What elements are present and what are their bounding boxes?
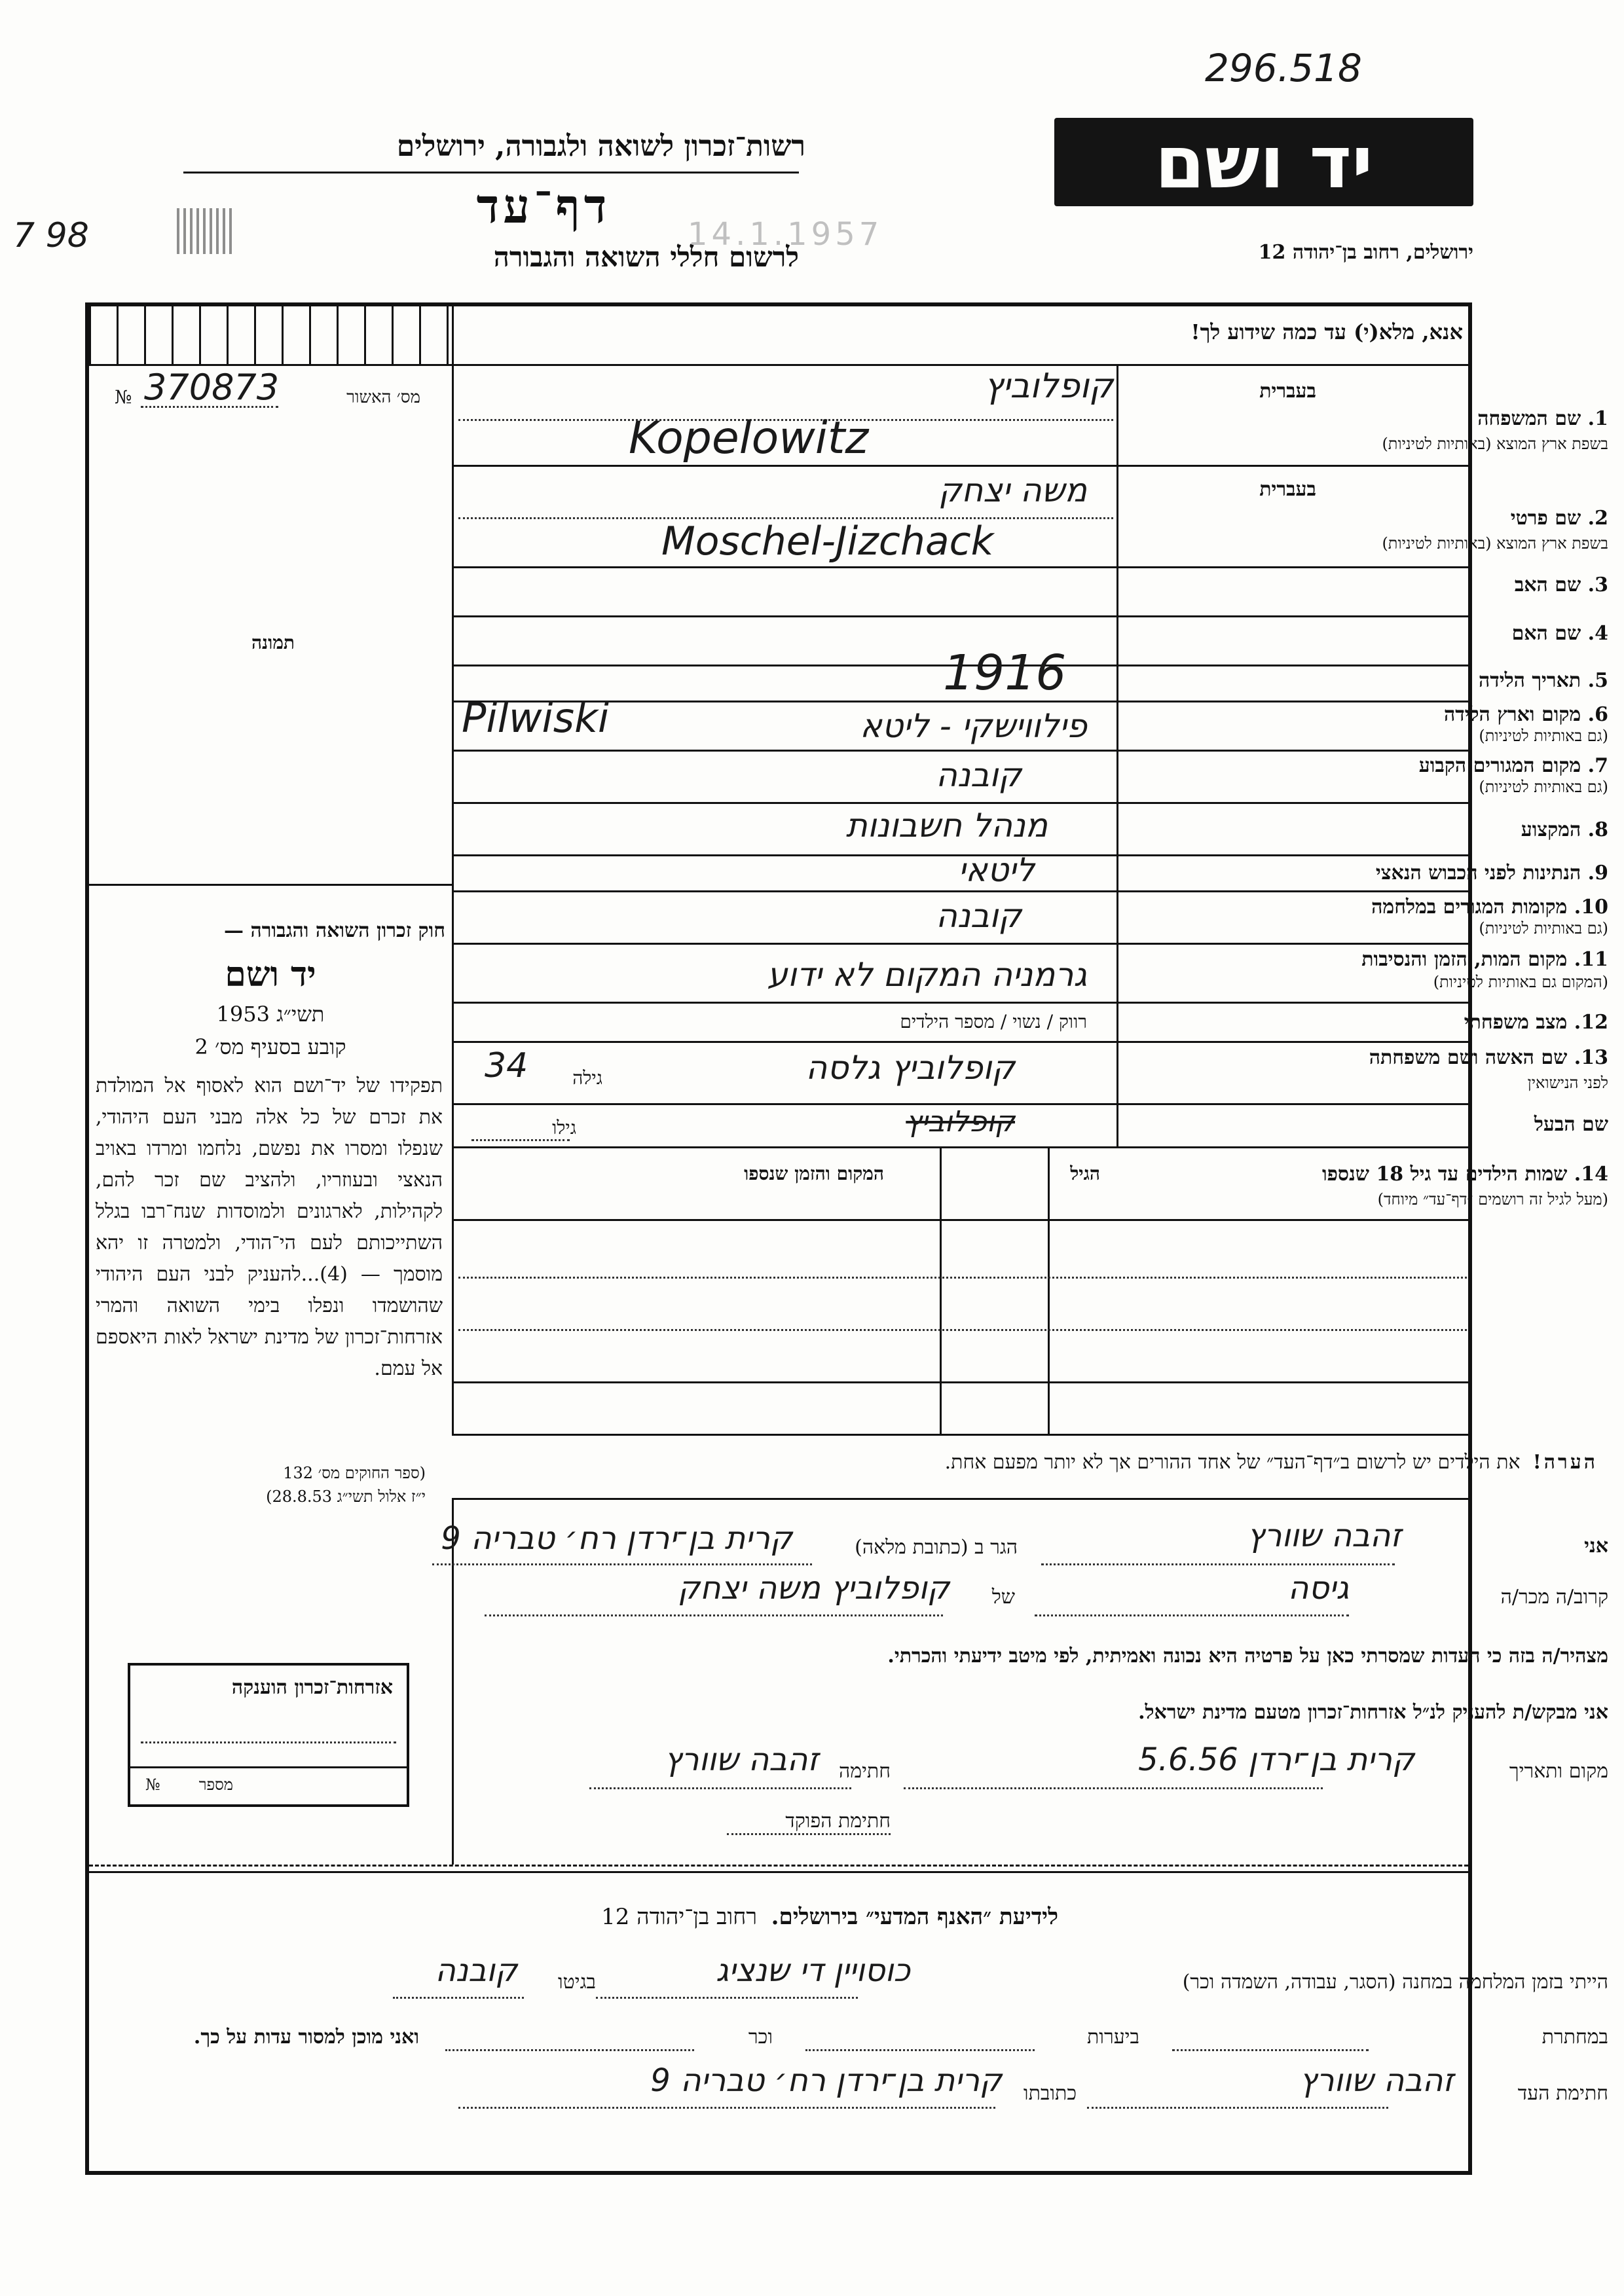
row-rule-6 [452,750,1469,752]
hebrew-column-divider [1116,364,1118,1146]
field-5-num: 5. [1587,669,1608,692]
date-stamp: 14.1.1957 [688,216,883,253]
field-9-num: 9. [1587,862,1608,884]
info-camp-dotline [596,1997,858,1999]
field-10-num: 10. [1574,896,1608,919]
field-7-sub: (גם באותיות לטיניות) [1479,778,1608,796]
law-year: תשי״ג 1953 [216,1002,325,1027]
field-13-name: שם האשה ושם משפחתה [1369,1046,1568,1069]
citizenship-rule [130,1766,407,1768]
children-note [945,1451,1598,1474]
field-6-value-he[interactable]: פילווישקי - ליטא [860,707,1087,745]
info-witness-address[interactable]: קרית בן־ירדן רח׳ טבריה 9 [650,2062,1002,2099]
approval-underline [141,406,278,408]
field-4-num: 4. [1587,622,1608,645]
field-5-name: תאריך הלידה [1479,669,1581,692]
field-12-name: מצב משפחתי [1464,1011,1568,1034]
info-line2-end: ואני מוכן למסור עדות על כך. [193,2026,419,2049]
field-7-num: 7. [1587,754,1608,777]
field-11-sub: (המקום גם באותיות לטיניות) [1433,973,1608,991]
info-etc-label: וכר [748,2026,773,2049]
children-bottom-rule [452,1434,1469,1436]
field-6-sub: (גם באותיות לטיניות) [1479,727,1608,745]
children-divider-2 [940,1146,942,1434]
margin-note: 7 98 [13,216,89,255]
decl-statement: מצהיר/ה בזה כי העדות שמסרתי כאן על פרטיה היא נכונה ואמיתית, לפי מיטב ידיעתי והכרתי. [887,1645,1608,1667]
children-title [1322,1163,1608,1186]
field-3-num: 3. [1587,574,1608,596]
children-note-text: את הילדים יש לרשום ב״דף־העד״ של אחד ההורים אך לא יותר מפעם אחת. [944,1451,1521,1474]
field-2-hebrew-tag: בעברית [1259,478,1316,501]
approval-prefix: № [115,386,132,408]
approval-label: מס׳ האשור [346,388,420,407]
decl-signature[interactable]: זהבה שוורץ [664,1741,819,1778]
field-2-value-latin[interactable]: Moschel-Jizchack [661,519,994,564]
field-1-value-latin[interactable]: Kopelowitz [629,412,869,464]
info-rule-top [89,1865,1468,1867]
children-row-rule [452,1381,1469,1383]
decl-officer-dotline [727,1833,891,1835]
field-10-sub: (גם באותיות לטיניות) [1479,919,1608,938]
field-11-num: 11. [1574,948,1608,971]
field-1-label [1477,407,1608,430]
law-ref-1: (ספר החוקים מס׳ 132 [283,1464,426,1482]
children-col-place: המקום והזמן שנספו [744,1163,884,1184]
law-ref-2: י״ז אלול תשי״ג 28.8.53) [266,1487,426,1506]
field-13-age[interactable]: 34 [485,1046,528,1085]
row-rule-11 [452,1002,1469,1004]
info-witness-address-label: כתובתו [1023,2082,1077,2105]
info-ghetto-value[interactable]: קובנה [435,1952,517,1989]
field-9-label [1376,862,1608,884]
field-7-label [1419,754,1608,777]
decl-request: אני מבקש/ת להעניק לנ״ל אזרחות־זכרון מטעם מדינת ישראל. [1138,1701,1608,1724]
field-1-num: 1. [1587,407,1608,430]
field-6-num: 6. [1587,703,1608,726]
row-rule-2 [452,566,1469,568]
info-forests-label: ביערות [1086,2026,1139,2049]
column-divider [452,306,454,1434]
info-witness-address-dotline [458,2107,995,2109]
field-13-label [1369,1046,1608,1069]
row-rule-12 [452,1041,1469,1043]
decl-signature-dotline [589,1787,851,1789]
citizenship-number-label: מספר [198,1776,233,1794]
info-ghetto-label: בגיטו [557,1971,596,1994]
info-line2-start: במחתרת [1541,2026,1608,2049]
info-witness-sig-label: חתימת העד [1517,2082,1608,2105]
field-5-value[interactable]: 1916 [943,645,1067,701]
intro-rule [452,364,1469,366]
approval-number: 370873 [144,367,280,408]
header-rule [183,172,799,173]
field-2-sub: בשפת ארץ המוצא (באותיות לטיניות) [1382,534,1608,553]
row-rule-10 [452,943,1469,945]
citizenship-title: אזרחות־זכרון הוענקה [231,1676,393,1699]
barcode-marks [177,208,236,254]
logo-text: יד ושם [1154,120,1373,204]
intro-text: אנא, מלא(י) עד כמה שידוע לך! [1190,319,1463,344]
decl-name-dotline [1041,1563,1395,1565]
children-note-label: הערה! [1532,1451,1598,1474]
info-witness-sig[interactable]: זהבה שוורץ [1299,2062,1454,2099]
field-6-name: מקום וארץ הלידה [1443,703,1581,726]
decl-relation-dotline [1035,1614,1349,1616]
field-8-label [1521,818,1608,841]
field-10-name: מקומות המגורים במלחמה [1371,896,1568,919]
decl-relation[interactable]: גיסה [1287,1570,1349,1607]
law-title: חוק זכרון השואה והגבורה — [224,919,445,942]
citizenship-dotline-1 [141,1741,396,1743]
info-rule-top-2 [89,1871,1468,1873]
children-divider-1 [1048,1146,1050,1434]
field-3-name: שם האב [1514,574,1581,596]
yad-vashem-logo [1054,118,1473,206]
field-9-name: הנתינות לפני הכבוש הנאצי [1375,862,1581,884]
field-9-value[interactable]: ליטאי [958,851,1035,889]
row-rule-1 [452,465,1469,467]
field-8-value[interactable]: מנהל חשבונות [845,807,1048,845]
law-clause: קובע בסעיף מס׳ 2 [194,1034,346,1059]
field-5-label [1479,669,1608,692]
sidebar-rule [89,884,452,886]
husband-age-label: גילו [552,1117,576,1139]
header-address: ירושלים, רחוב בן־יהודה 12 [1258,241,1473,264]
decl-of-label: של [991,1586,1015,1609]
husband-value[interactable]: קופלוביץ [906,1105,1015,1139]
field-7-name: מקום המגורים הקבוע [1418,754,1581,777]
field-8-name: המקצוע [1521,818,1581,841]
info-camp-value[interactable]: כוסויין די שנציג [716,1952,910,1989]
field-13-sub: לפני הנישואין [1527,1074,1608,1092]
field-2-label [1511,507,1608,530]
citizenship-number-prefix: № [145,1776,160,1794]
field-13-num: 13. [1574,1046,1608,1069]
info-witness-sig-dotline [1087,2107,1388,2109]
husband-age-dotline [471,1139,570,1141]
husband-label: שם הבעל [1534,1113,1608,1136]
decl-of-dotline [485,1614,943,1616]
field-1-hebrew-tag: בעברית [1259,380,1316,403]
law-text: תפקידו של יד־ושם הוא לאסוף אל המולדת את זכרם של כל אלה מבני העם היהודי, שנפלו ומסרו את נפשם, נלחמו ומרדו באויב הנאצי ובעוזריו, ולהציב שם זכר להם, לקהילות, לארגונים ולמוסדות שנח־רבו בגלל השתייכותם לעם הי־הודי, ולמטרה זו יהא מוסמך — (4)...להעניק לבני העם היהודי שהושמדו ונפלו בימי השואה והמרי אזרחות־זכרון של מדינת ישראל לאות היאספם אל עמם. [96,1074,443,1380]
field-12-options: רווק / נשוי / מספר הילדים [900,1011,1087,1032]
photo-label: תמונה [251,632,295,653]
field-1-value-he[interactable]: קופלוביץ [984,367,1113,406]
field-2-name: שם פרטי [1510,507,1581,530]
field-12-label [1464,1011,1608,1034]
field-6-value-latin[interactable]: Pilwiski [462,694,610,742]
decl-place-date[interactable]: קרית בן־ירדן 5.6.56 [1138,1741,1414,1778]
info-etc-dotline [445,2049,694,2051]
children-dotline-2 [458,1329,1467,1331]
row-rule-14 [452,1146,1469,1148]
field-8-num: 8. [1587,818,1608,841]
form-title: דף־עד [476,178,611,234]
archive-number: 296.518 [1205,46,1362,90]
info-title: לידיעת ״האנף המדעי״ בירושלים. [771,1904,1058,1930]
field-1-sub: בשפת ארץ המוצא (באותיות לטיניות) [1382,435,1608,453]
row-rule-7 [452,802,1469,804]
decl-place-dotline [904,1787,1323,1789]
field-10-label [1371,896,1608,919]
children-dotline-1 [458,1277,1467,1279]
field-2-num: 2. [1587,507,1608,530]
field-10-value[interactable]: קובנה [936,897,1022,935]
field-11-name: מקום המות, הזמן והנסיבות [1361,948,1568,971]
decl-address[interactable]: קרית בן־ירדן רח׳ טבריה 9 [441,1520,792,1557]
field-4-name: שם האם [1511,622,1581,645]
children-num: 14. [1574,1163,1608,1186]
decl-signature-label: חתימה [839,1760,891,1783]
decl-place-date-label: מקום ותאריך [1509,1760,1608,1783]
children-col-age: הגיל [1070,1163,1100,1184]
info-ghetto-dotline [393,1997,524,1999]
code-boxes-bottom [89,364,452,366]
decl-relative-label: קרוב/ה מכר/ה [1500,1586,1608,1609]
decl-witness-name[interactable]: זהבה שוורץ [1247,1518,1401,1554]
field-1-name: שם המשפחה [1477,407,1581,430]
field-6-label [1444,703,1608,726]
note-rule [452,1498,1469,1500]
form-subtitle: לרשום חללי השואה והגבורה [493,241,799,273]
law-name: יד ושם [225,955,316,994]
code-boxes [89,306,452,364]
field-13-value[interactable]: קופלוביץ גלסה [805,1049,1015,1087]
decl-officer-label: חתימת הפוקד [785,1810,891,1832]
children-title-text: שמות הילדים עד גיל 18 שנספו [1321,1163,1568,1186]
decl-of-name[interactable]: קופלוביץ משה יצחק [678,1570,950,1607]
info-line1-start: הייתי בזמן המלחמה במחנה (הסגר, עבודה, השמדה וכר) [1182,1971,1608,1994]
field-7-value[interactable]: קובנה [936,756,1022,794]
field-12-num: 12. [1574,1011,1608,1034]
info-heading [89,1904,1058,1930]
field-2-value-he[interactable]: משה יצחק [938,471,1087,509]
info-underground-dotline [1172,2049,1369,2051]
field-4-label [1512,622,1608,645]
children-sub: (מעל לגיל זה רושמים ״דף־עד״ מיוחד) [1377,1190,1608,1209]
decl-address-dotline [432,1563,812,1565]
row-rule-3 [452,615,1469,617]
authority-name: רשות־זכרון לשואה ולגבורה, ירושלים [396,130,805,163]
field-13-age-label: גילה [572,1067,602,1089]
info-address: רחוב בן־יהודה 12 [601,1904,758,1930]
field-11-value[interactable]: גרמניה המקום לא ידוע [767,956,1087,994]
info-forests-dotline [805,2049,1035,2051]
children-header-rule [452,1219,1469,1221]
field-3-label [1515,574,1608,596]
row-rule-9 [452,890,1469,892]
decl-ani: אני [1584,1535,1608,1558]
decl-resides: הגר ב (כתובת מלאה) [855,1536,1018,1559]
field-11-label [1361,948,1608,971]
